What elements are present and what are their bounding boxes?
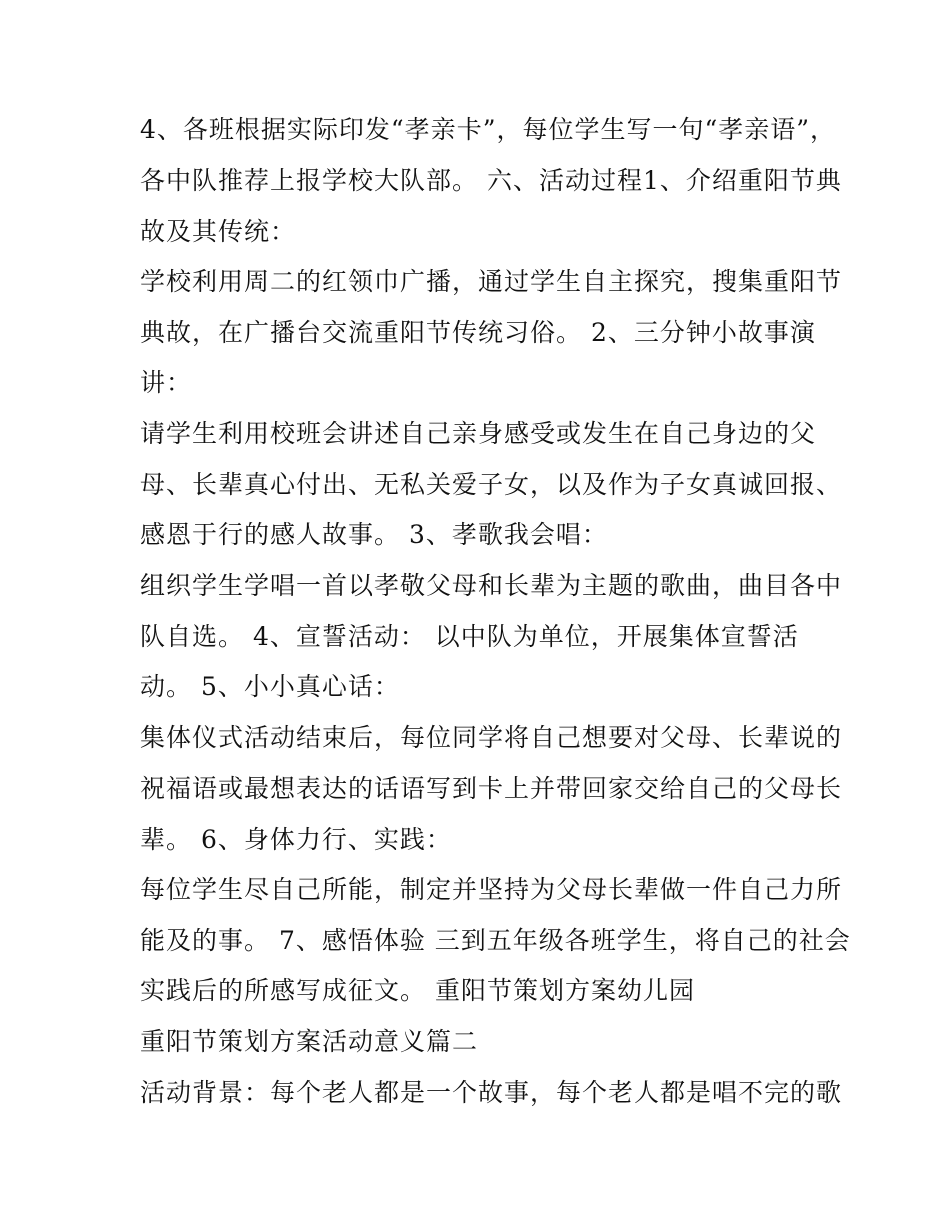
text-line: 动。 5、小小真心话：: [140, 672, 400, 701]
text-line: 故及其传统：: [140, 217, 297, 246]
text-line: 祝福语或最想表达的话语写到卡上并带回家交给自己的父母长: [140, 774, 843, 803]
text-line: 母、长辈真心付出、无私关爱子女，以及作为子女真诚回报、: [140, 470, 843, 499]
text-line: 能及的事。 7、感悟体验 三到五年级各班学生，将自己的社会: [140, 926, 851, 955]
text-line: 集体仪式活动结束后，每位同学将自己想要对父母、长辈说的: [140, 723, 843, 752]
text-line: 请学生利用校班会讲述自己亲身感受或发生在自己身边的父: [140, 419, 817, 448]
text-line: 学校利用周二的红领巾广播，通过学生自主探究，搜集重阳节: [140, 267, 843, 296]
text-line: 组织学生学唱一首以孝敬父母和长辈为主题的歌曲，曲目各中: [140, 571, 843, 600]
text-line: 4、各班根据实际印发“孝亲卡”，每位学生写一句“孝亲语”，: [140, 115, 837, 144]
text-line: 感恩于行的感人故事。 3、孝歌我会唱：: [140, 520, 608, 549]
text-line: 队自选。 4、宣誓活动： 以中队为单位，开展集体宣誓活: [140, 622, 799, 651]
text-line: 典故，在广播台交流重阳节传统习俗。 2、三分钟小故事演: [140, 318, 816, 347]
text-line: 每位学生尽自己所能，制定并坚持为父母长辈做一件自己力所: [140, 875, 843, 904]
text-line: 讲：: [140, 368, 193, 397]
text-line: 各中队推荐上报学校大队部。 六、活动过程1、介绍重阳节典: [140, 166, 842, 195]
text-line: 活动背景：每个老人都是一个故事，每个老人都是唱不完的歌: [140, 1078, 843, 1107]
section-title: 重阳节策划方案活动意义篇二: [140, 1027, 479, 1056]
text-line: 实践后的所感写成征文。 重阳节策划方案幼儿园: [140, 976, 695, 1005]
text-line: 辈。 6、身体力行、实践：: [140, 825, 452, 854]
